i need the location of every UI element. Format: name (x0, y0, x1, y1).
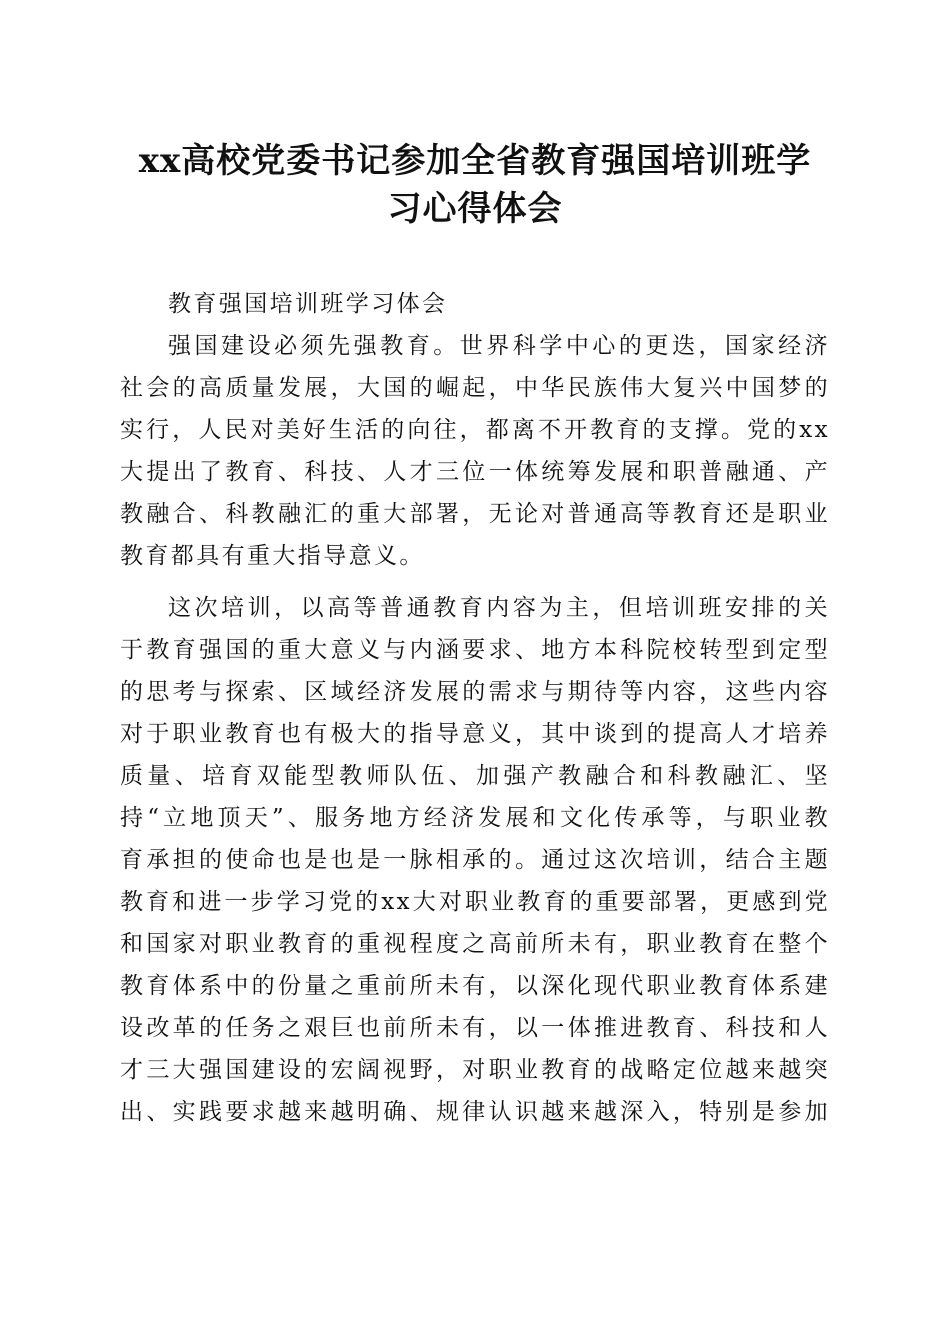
paragraph-1-line: 社会的高质量发展，大国的崛起，中华民族伟大复兴中国梦的 (120, 375, 830, 401)
paragraph-1-line: 强国建设必须先强教育。世界科学中心的更迭，国家经济 (168, 333, 830, 359)
paragraph-1-line: 教融合、科教融汇的重大部署，无论对普通高等教育还是职业 (120, 501, 830, 527)
paragraph-2-line: 出、实践要求越来越明确、规律认识越来越深入，特别是参加 (120, 1099, 830, 1125)
paragraph-1-line: 实行，人民对美好生活的向往，都离不开教育的支撑。党的xx (120, 417, 830, 443)
paragraph-2-line: 和国家对职业教育的重视程度之高前所未有，职业教育在整个 (120, 931, 830, 957)
paragraph-1-line: 教育都具有重大指导意义。 (120, 543, 425, 569)
paragraph-2-line: 持“立地顶天”、服务地方经济发展和文化传承等，与职业教 (120, 805, 830, 831)
document-title-line-1: xx高校党委书记参加全省教育强国培训班学 (138, 141, 812, 181)
paragraph-2-line: 育承担的使命也是也是一脉相承的。通过这次培训，结合主题 (120, 847, 830, 873)
paragraph-1-line: 大提出了教育、科技、人才三位一体统筹发展和职普融通、产 (120, 459, 830, 485)
paragraph-2-line: 才三大强国建设的宏阔视野，对职业教育的战略定位越来越突 (120, 1057, 830, 1083)
paragraph-1 (120, 325, 830, 577)
paragraph-2-line: 教育体系中的份量之重前所未有，以深化现代职业教育体系建 (120, 973, 830, 999)
paragraph-2-line: 教育和进一步学习党的xx大对职业教育的重要部署，更感到党 (120, 889, 830, 915)
document-subtitle: 教育强国培训班学习体会 (168, 291, 448, 317)
paragraph-2-line: 这次培训，以高等普通教育内容为主，但培训班安排的关 (168, 595, 830, 621)
paragraph-2-line: 于教育强国的重大意义与内涵要求、地方本科院校转型到定型 (120, 637, 830, 663)
document-title-line-2: 习心得体会 (387, 189, 563, 229)
paragraph-2-line: 对于职业教育也有极大的指导意义，其中谈到的提高人才培养 (120, 721, 830, 747)
paragraph-2-line: 的思考与探索、区域经济发展的需求与期待等内容，这些内容 (120, 679, 830, 705)
paragraph-2 (120, 587, 830, 1133)
paragraph-2-line: 设改革的任务之艰巨也前所未有，以一体推进教育、科技和人 (120, 1015, 830, 1041)
document-subtitle-block (120, 283, 830, 325)
paragraph-2-line: 质量、培育双能型教师队伍、加强产教融合和科教融汇、坚 (120, 763, 830, 789)
